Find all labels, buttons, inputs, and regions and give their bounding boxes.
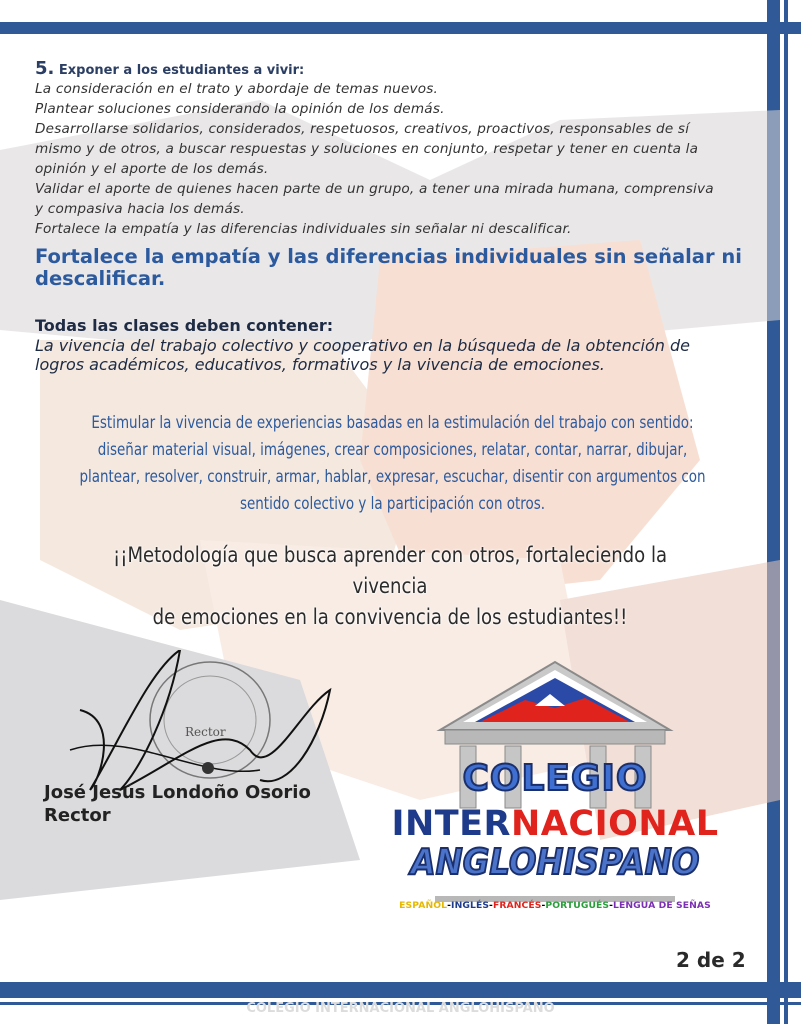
language-item: FRANCÉS [492,900,542,911]
language-separator: - [541,900,546,911]
logo-nacional: NACIONAL [511,804,719,844]
section-5 [35,58,755,239]
section-line: Fortalece la empatía y las diferencias individuales sin señalar ni descalificar. [35,221,572,237]
methodology-line-2: de emociones en la convivencia de los estudiantes!! [152,605,628,629]
logo-word-anglohispano: ANGLOHISPANO [410,842,700,883]
page-number: 2 de 2 [676,948,746,972]
footer-text: COLEGIO INTERNACIONAL ANGLOHISPANO [246,1001,555,1016]
section-5-heading [35,58,755,79]
language-separator: - [489,900,493,911]
language-item: LENGUA DE SEÑAS [613,900,711,911]
logo-word-internacional [385,804,725,844]
methodology-statement [89,540,691,633]
stamp-role: Rector [185,725,226,739]
section-line: Validar el aporte de quienes hacen parte de un grupo, a tener una mirada humana, comprensiva [35,181,714,197]
bottom-border [0,982,801,998]
section-line: y compasiva hacia los demás. [35,201,245,217]
logo-languages [385,900,725,911]
logo-inter: INTER [391,804,512,844]
signer-role: Rector [44,805,111,826]
section-line: Plantear soluciones considerando la opinión de los demás. [35,101,445,117]
signer-name: José Jesús Londoño Osorio [44,782,311,803]
classes-heading: Todas las clases deben contener: [35,316,334,335]
classes-text: La vivencia del trabajo colectivo y cooperativo en la búsqueda de la obtención de logros académicos, educativos, formativos y la vivencia de emociones. [35,336,690,374]
section-heading-text: Exponer a los estudiantes a vivir: [58,63,305,78]
language-item: INGLÉS [451,900,490,911]
highlight-statement: Fortalece la empatía y las diferencias individuales sin señalar ni descalificar. [35,245,742,290]
section-line: Desarrollarse solidarios, considerados, respetuosos, creativos, proactivos, responsables de sí [35,121,690,137]
language-item: ESPAÑOL [399,900,448,911]
section-line: opinión y el aporte de los demás. [35,161,269,177]
logo-word-colegio: COLEGIO [462,758,648,799]
language-separator: - [609,900,614,911]
rector-signature-image [60,650,360,800]
top-border [0,22,801,34]
stimulate-paragraph: Estimular la vivencia de experiencias basadas en la estimulación del trabajo con sentido: diseñar material visual, imágenes, crear composiciones, relatar, contar, narrar, dibujar, plantear, resolver, construir, armar, hablar, expresar, escuchar, disentir con argumentos con sentido colectivo y la participación con otros. [79,413,706,514]
section-number: 5. [35,58,55,79]
language-item: PORTUGUÉS [545,900,610,911]
section-line: La consideración en el trato y abordaje de temas nuevos. [35,81,439,97]
section-line: mismo y de otros, a buscar respuestas y soluciones en conjunto, respetar y tener en cuenta la [35,141,699,157]
methodology-line-1: ¡¡Metodología que busca aprender con otros, fortaleciendo la vivencia [112,543,668,598]
language-separator: - [447,900,452,911]
